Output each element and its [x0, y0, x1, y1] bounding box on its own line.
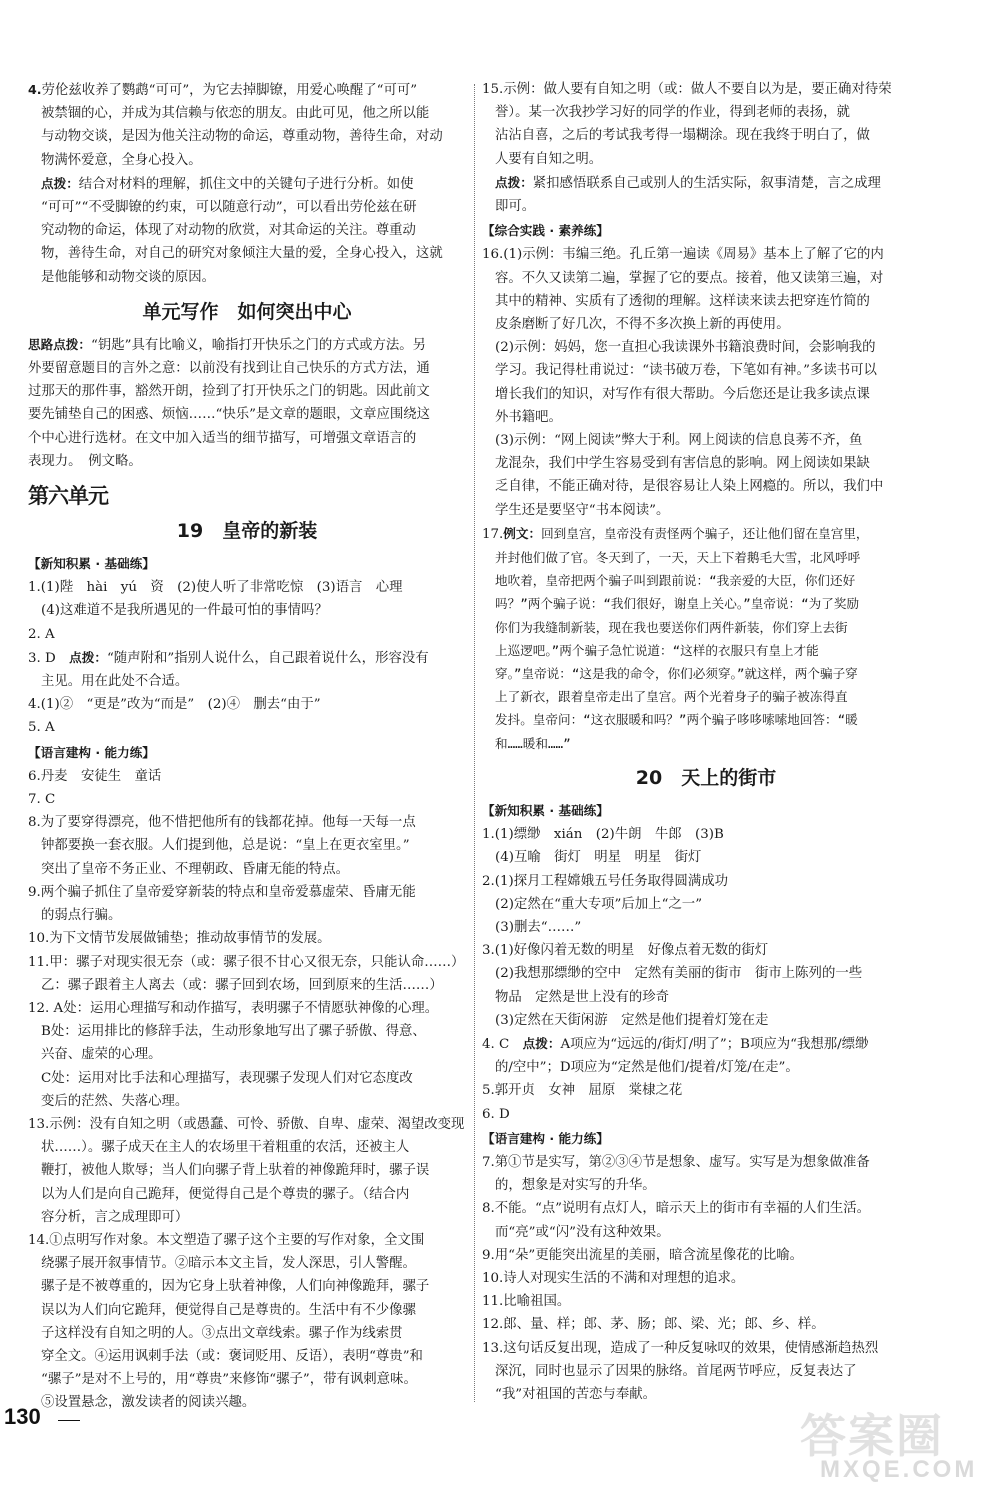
answer-line: “骡子”是对不上号的，用“尊贵”来修饰“骡子”，带有讽刺意味。 — [41, 1372, 417, 1388]
example-line: 你们为我缝制新装，现在我也要送你们两件新装，你们穿上去街 — [495, 619, 848, 635]
answer-line: 沾沾自喜，之后的考试我考得一塌糊涂。现在我终于明白了，做 — [495, 128, 870, 144]
answer-line: 突出了皇帝不务正业、不理朝政、昏庸无能的特点。 — [41, 861, 349, 877]
answer-line: 8.为了要穿得漂亮，他不惜把他所有的钱都花掉。他每一天每一点 — [28, 815, 416, 831]
tip-line: “随声附和”指别人说什么，自己跟着说什么，形容没有 — [106, 650, 429, 666]
answer-line: 深沉，同时也显示了因果的脉络。首尾两节呼应，反复表达了 — [495, 1363, 857, 1379]
answer-line: 12. A处：运用心理描写和动作描写，表明骡子不情愿驮神像的心理。 — [28, 1000, 439, 1016]
watermark-logo: 答案圈 — [800, 1410, 944, 1462]
example-line: 上了新衣，跟着皇帝走出了皇宫。两个光着身子的骗子被冻得直 — [495, 689, 848, 705]
example-line: 并封他们做了官。冬天到了，一天，天上下着鹅毛大雪，北风呼呼 — [495, 550, 861, 566]
answer-line: (3)示例：“网上阅读”弊大于利。网上阅读的信息良莠不齐，鱼 — [495, 433, 863, 449]
guidance-line: 要先铺垫自己的困惑、烦恼……“快乐”是文章的题眼，文章应围绕这 — [28, 407, 431, 423]
answer-line: 13.这句话反复出现，造成了一种反复咏叹的效果，使情感渐趋热烈 — [482, 1340, 879, 1356]
guidance-line: 个中心进行选材。在文中加入适当的细节描写，可增强文章语言的 — [28, 430, 417, 446]
answer-line: 15.示例：做人要有自知之明（或：做人不要自以为是，要正确对待荣 — [482, 82, 892, 97]
answer-line: 16.(1)示例：韦编三绝。孔丘第一遍读《周易》基本上了解了它的内 — [482, 247, 884, 263]
section-header-basic: 【新知积累 · 基础练】 — [28, 556, 155, 572]
answer-line: 7. C — [28, 792, 56, 808]
lesson-20-title: 20 天上的街市 — [635, 766, 777, 789]
answer-line: 物满怀爱意，全身心投入。 — [41, 152, 202, 168]
answer-line: 2. A — [28, 626, 55, 642]
example-line: 地吹着，皇帝把两个骗子叫到跟前说：“我亲爱的大臣，你们还好 — [495, 573, 856, 589]
tip-line: A项应为“远远的/街灯/明了”；B项应为“我想那/缥缈 — [560, 1036, 869, 1052]
answer-4 — [28, 78, 466, 289]
answer-line: (2)定然在“重大专项”后加上“之一” — [495, 896, 703, 912]
example-line: 和……暖和……” — [495, 735, 571, 751]
unit-title: 第六单元 — [28, 484, 108, 509]
example-line: 穿。”皇帝说：“这是我的命令，你们必须穿。”就这样，两个骗子穿 — [495, 666, 858, 682]
tip-label: 点拨： — [522, 1035, 561, 1051]
tip-line: 是他能够和动物交谈的原因。 — [41, 269, 216, 285]
answer-line: 增长我们的知识，对写作有很大帮助。今后您还是让我多读点课 — [495, 386, 870, 402]
answer-line: 3.(1)好像闪着无数的明星 好像点着无数的街灯 — [482, 943, 769, 959]
example-line: 吗？”两个骗子说：“我们很好，谢皇上关心。”皇帝说：“为了奖励 — [495, 596, 860, 612]
answer-line: (2)我想那缥缈的空中 定然有美丽的街市 街市上陈列的一些 — [495, 966, 863, 982]
answer-line: 6. D — [482, 1106, 510, 1122]
guidance-line: “钥匙”具有比喻义，喻指打开快乐之门的方式或方法。另 — [90, 337, 427, 353]
example-line: 回到皇宫，皇帝没有责怪两个骗子，还让他们留在皇宫里， — [541, 525, 869, 541]
right-column — [482, 78, 930, 1406]
answer-line: 1.(1)缥缈 xián (2)牛朗 牛郎 (3)B — [482, 827, 724, 843]
answer-line: 14.①点明写作对象。本文塑造了骡子这个主要的写作对象，全文围 — [28, 1232, 425, 1248]
answer-line: 9.用“朵”更能突出流星的美丽，暗含流星像花的比喻。 — [482, 1247, 804, 1263]
answer-line: 10.诗人对现实生活的不满和对理想的追求。 — [482, 1270, 745, 1286]
answer-line: 乙：骡子跟着主人离去（或：骡子回到农场，回到原来的生活……） — [41, 977, 443, 993]
answer-line: 10.为下文情节发展做铺垫；推动故事情节的发展。 — [28, 931, 331, 947]
answer-line: 学生还是要坚守“书本阅读”。 — [495, 502, 670, 518]
tip-line: 结合对材料的理解，抓住文中的关键句子进行分析。如使 — [78, 176, 414, 192]
answer-line: 与动物交谈，是因为他关注动物的命运，尊重动物，善待生命，对动 — [41, 129, 443, 145]
tip-line: 紧扣感悟联系自己或别人的生活实际，叙事清楚，言之成理 — [532, 175, 881, 191]
answer-line: 劳伦兹收养了鹦鹉“可可”，为它去掉脚镣，用爱心唤醒了“可可” — [41, 83, 418, 98]
answer-line: 龙混杂，我们中学生容易受到有害信息的影响。网上阅读如果缺 — [495, 456, 870, 472]
answer-line: 11.甲：骡子对现实很无奈（或：骡子很不甘心又很无奈，只能认命……） — [28, 954, 465, 970]
tip-line: 即可。 — [495, 199, 536, 215]
answer-line: 状……）。骡子成天在主人的农场里干着粗重的农活，还被主人 — [41, 1140, 410, 1156]
answer-line: 变后的茫然、失落心理。 — [41, 1093, 189, 1109]
answer-line: 13.示例：没有自知之明（或愚蠢、可怜、骄傲、自卑、虚荣、渴望改变现 — [28, 1116, 465, 1132]
guidance-label: 思路点拨： — [28, 336, 91, 352]
answer-line: 6.丹麦 安徒生 童话 — [28, 768, 162, 784]
answer-line: 1.(1)陛 hài yú 资 (2)使人听了非常吃惊 (3)语言 心理 — [28, 580, 403, 596]
answer-line: 其中的精神、实质有了透彻的理解。这样读来读去把穿连竹简的 — [495, 293, 870, 309]
answer-line: (3)定然在天街闲游 定然是他们提着灯笼在走 — [495, 1012, 769, 1028]
watermark-url: MXQE.COM — [820, 1456, 978, 1483]
answer-line: 钟都要换一套衣服。人们提到他，总是说：“皇上在更衣室里。” — [41, 838, 410, 854]
tip-line: 物，善待生命，对自己的研究对象倾注大量的爱，全身心投入，这就 — [41, 246, 443, 262]
answer-number: 4. — [28, 82, 42, 97]
answer-line: 误以为人们向它跪拜，便觉得自己是尊贵的。生活中有不少像骡 — [41, 1302, 416, 1318]
section-header-ability: 【语言建构 · 能力练】 — [482, 1130, 609, 1146]
writing-section-title: 单元写作 如何突出中心 — [142, 300, 352, 323]
answer-line: 3. D — [28, 650, 70, 666]
answer-line: 容。不久又读第二遍，掌握了它的要点。接着，他又读第三遍，对 — [495, 270, 884, 286]
answer-line: 学习。我记得杜甫说过：“读书破万卷，下笔如有神。”多读书可以 — [495, 363, 877, 379]
tip-label: 点拨： — [69, 649, 107, 665]
tip-line: 的/空中”；D项应为“定然是他们/提着/灯笼/在走”。 — [495, 1060, 799, 1076]
answer-line: 兴奋、虚荣的心理。 — [41, 1047, 162, 1063]
answer-number: 17. — [482, 526, 504, 542]
answer-line: 以为人们是向自己跪拜，便觉得自己是个尊贵的骡子。（结合内 — [41, 1186, 410, 1202]
answer-line: 9.两个骗子抓住了皇帝爱穿新装的特点和皇帝爱慕虚荣、昏庸无能 — [28, 884, 416, 900]
tip-label: 点拨： — [495, 174, 533, 190]
answer-line: 4. C — [482, 1036, 523, 1052]
column-divider — [474, 84, 475, 1402]
answer-line: ⑤设置悬念，激发读者的阅读兴趣。 — [41, 1395, 256, 1411]
answer-line: 8.不能。“点”说明有点灯人，暗示天上的街市有幸福的人们生活。 — [482, 1201, 871, 1217]
answer-line: 子这样没有自知之明的人。③点出文章线索。骡子作为线索贯 — [41, 1325, 403, 1341]
writing-guidance — [28, 333, 466, 473]
answer-line: 物品 定然是世上没有的珍奇 — [495, 989, 670, 1005]
answer-line: 骡子是不被尊重的，因为它身上驮着神像，人们向神像跪拜，骡子 — [41, 1279, 430, 1295]
tip-line: 究动物的命运，体现了对动物的欣赏，对其命运的关注。尊重动 — [41, 223, 416, 239]
page-number-rule — [58, 1420, 80, 1421]
section-header-ability: 【语言建构 · 能力练】 — [28, 744, 155, 760]
answer-line: 绕骡子展开叙事情节。②暗示本文主旨，发人深思，引人警醒。 — [41, 1256, 416, 1272]
answer-line: 外书籍吧。 — [495, 409, 562, 425]
answer-line: C处：运用对比手法和心理描写，表现骡子发现人们对它态度改 — [41, 1070, 413, 1086]
answer-line: 5.郭开贞 女神 屈原 棠棣之花 — [482, 1083, 683, 1099]
answer-line: 誉）。某一次我抄学习好的同学的作业，得到老师的表扬，就 — [495, 105, 850, 121]
example-line: 发抖。皇帝问：“这衣服暖和吗？”两个骗子哆哆嗦嗦地回答：“暖 — [495, 712, 858, 728]
answer-line: 被禁锢的心，并成为其信赖与依恋的朋友。由此可见，他之所以能 — [41, 106, 430, 122]
answer-line: 人要有自知之明。 — [495, 151, 603, 167]
example-label: 例文： — [503, 525, 542, 541]
section-header-practice: 【综合实践 · 素养练】 — [482, 223, 609, 239]
answer-line: 12.郎、量、样；郎、茅、肠；郎、梁、光；郎、乡、样。 — [482, 1317, 825, 1333]
answer-line: (3)删去“……” — [495, 919, 582, 935]
answer-line: (4)这难道不是我所遇见的一件最可怕的事情吗？ — [41, 603, 328, 619]
answer-line: 5. A — [28, 720, 55, 736]
guidance-line: 过那天的那件事，豁然开朗，捡到了打开快乐之门的钥匙。因此前文 — [28, 384, 430, 400]
answer-line: 的，想象是对实写的升华。 — [495, 1178, 656, 1194]
answer-line: 11.比喻祖国。 — [482, 1294, 571, 1310]
answer-line: 2.(1)探月工程嫦娥五号任务取得圆满成功 — [482, 873, 728, 889]
answer-line: 的弱点行骗。 — [41, 908, 122, 924]
answer-line: 鞭打，被他人欺辱；当人们向骡子背上驮着的神像跪拜时，骡子误 — [41, 1163, 430, 1179]
answer-line: 7.第①节是实写，第②③④节是想象、虚写。实写是为想象做准备 — [482, 1154, 870, 1170]
answer-line: (4)互喻 街灯 明星 明星 街灯 — [495, 850, 702, 866]
tip-line: “可可”“不受脚镣的约束，可以随意行动”，可以看出劳伦兹在研 — [41, 200, 417, 216]
answer-line: 皮条磨断了好几次，不得不多次换上新的再使用。 — [495, 317, 790, 333]
lesson-19-title: 19 皇帝的新装 — [176, 520, 318, 543]
answer-line: 乏自律，不能正确对待，是很容易让人染上网瘾的。所以，我们中 — [495, 479, 884, 495]
answer-line: (2)示例：妈妈，您一直担心我读课外书籍浪费时间，会影响我的 — [495, 340, 876, 356]
tip-label: 点拨： — [41, 175, 79, 191]
answer-line: 而“亮”或“闪”没有这种效果。 — [495, 1224, 670, 1240]
guidance-line: 外要留意题目的言外之意：以前没有找到让自己快乐的方式方法，通 — [28, 361, 430, 377]
answer-line: 4.(1)② “更是”改为“而是” (2)④ 删去“由于” — [28, 697, 321, 713]
left-column — [28, 78, 466, 1415]
page-number: 130 — [4, 1404, 41, 1429]
guidance-line: 表现力。 例文略。 — [28, 453, 142, 469]
tip-line: 主见。用在此处不合适。 — [41, 674, 189, 690]
answer-line: “我”对祖国的苦恋与奉献。 — [495, 1386, 656, 1402]
example-line: 上巡逻吧。”两个骗子急忙说道：“这样的衣服只有皇上才能 — [495, 642, 819, 658]
answer-line: 穿全文。④运用讽刺手法（或：褒词贬用、反语），表明“尊贵”和 — [41, 1348, 423, 1364]
answer-line: 容分析，言之成理即可） — [41, 1209, 189, 1225]
section-header-basic: 【新知积累 · 基础练】 — [482, 802, 609, 818]
answer-line: B处：运用排比的修辞手法，生动形象地写出了骡子骄傲、得意、 — [41, 1024, 426, 1040]
